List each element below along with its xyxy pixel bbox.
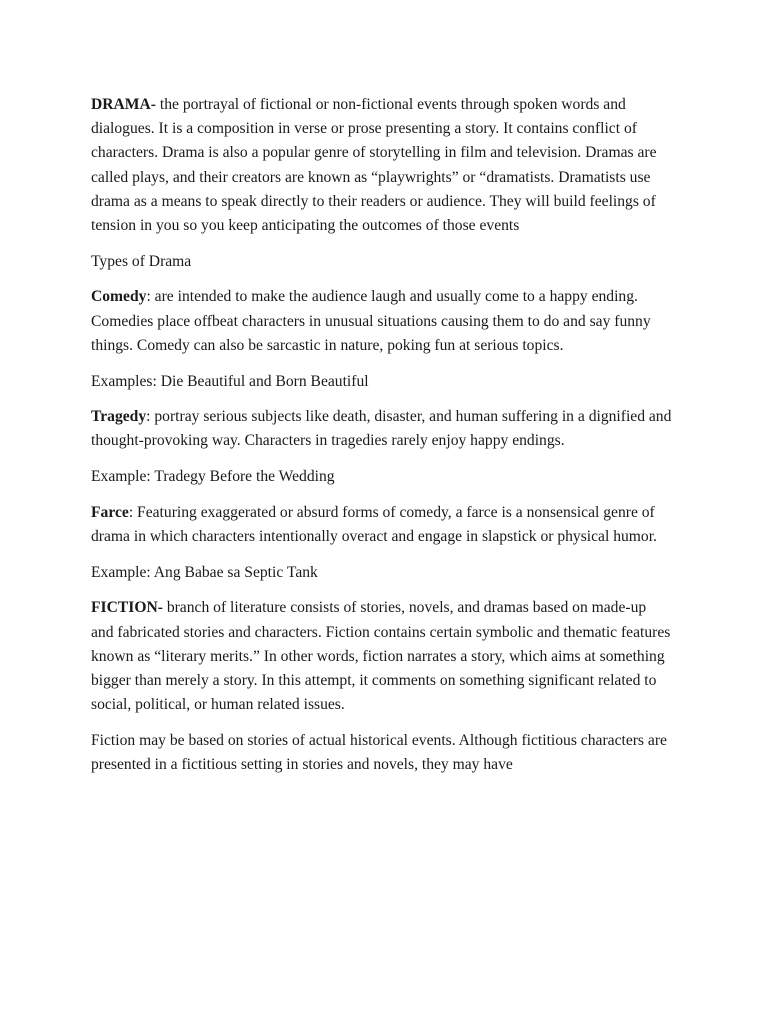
- fiction-history-paragraph: Fiction may be based on stories of actual historical events. Although fictitious characters are presented in a fictitious setting in stories and novels, they may have: [91, 731, 667, 774]
- types-of-drama-heading: Types of Drama: [91, 252, 192, 270]
- comedy-term: Comedy: [91, 288, 147, 306]
- farce-paragraph: [91, 501, 672, 549]
- farce-definition: : Featuring exaggerated or absurd forms of comedy, a farce is a nonsensical genre of drama in which characters intentionally overact and engage in slapstick or physical humor.: [91, 503, 657, 546]
- farce-term: Farce: [91, 503, 129, 521]
- comedy-example: Examples: Die Beautiful and Born Beautiful: [91, 372, 369, 390]
- tragedy-term: Tragedy: [91, 408, 147, 426]
- tragedy-definition: : portray serious subjects like death, disaster, and human suffering in a dignified and thought-provoking way. Characters in tragedies rarely enjoy happy endings.: [91, 408, 672, 450]
- comedy-definition: : are intended to make the audience laugh and usually come to a happy ending. Comedies place offbeat characters in unusual situations causing them to do and say funny things. Comedy can also be sarcastic in nature, poking fun at serious topics.: [91, 288, 651, 354]
- fiction-term: FICTION-: [91, 599, 163, 617]
- tragedy-paragraph: [91, 405, 672, 453]
- farce-example: Example: Ang Babae sa Septic Tank: [91, 563, 318, 581]
- drama-definition: the portrayal of fictional or non-fictional events through spoken words and dialogues. It is a composition in verse or prose presenting a story. It contains conflict of characters. Drama is also a popular genre of storytelling in film and television. Dramas are called plays, and their creators are known as “playwrights” or “dramatists. Dramatists use drama as a means to speak directly to their readers or audience. They will build feelings of tension in you so you keep anticipating the outcomes of those events: [91, 96, 657, 235]
- drama-term: DRAMA-: [91, 96, 156, 113]
- fiction-definition: branch of literature consists of stories, novels, and dramas based on made-up and fabricated stories and characters. Fiction contains certain symbolic and thematic features known as “literary merits.” In other words, fiction narrates a story, which aims at something bigger than merely a story. In this attempt, it comments on something significant related to social, political, or human related issues.: [91, 599, 671, 714]
- comedy-paragraph: [91, 285, 672, 358]
- fiction-paragraph: [91, 596, 672, 717]
- tragedy-example: Example: Tradegy Before the Wedding: [91, 468, 335, 486]
- drama-paragraph: [91, 93, 672, 238]
